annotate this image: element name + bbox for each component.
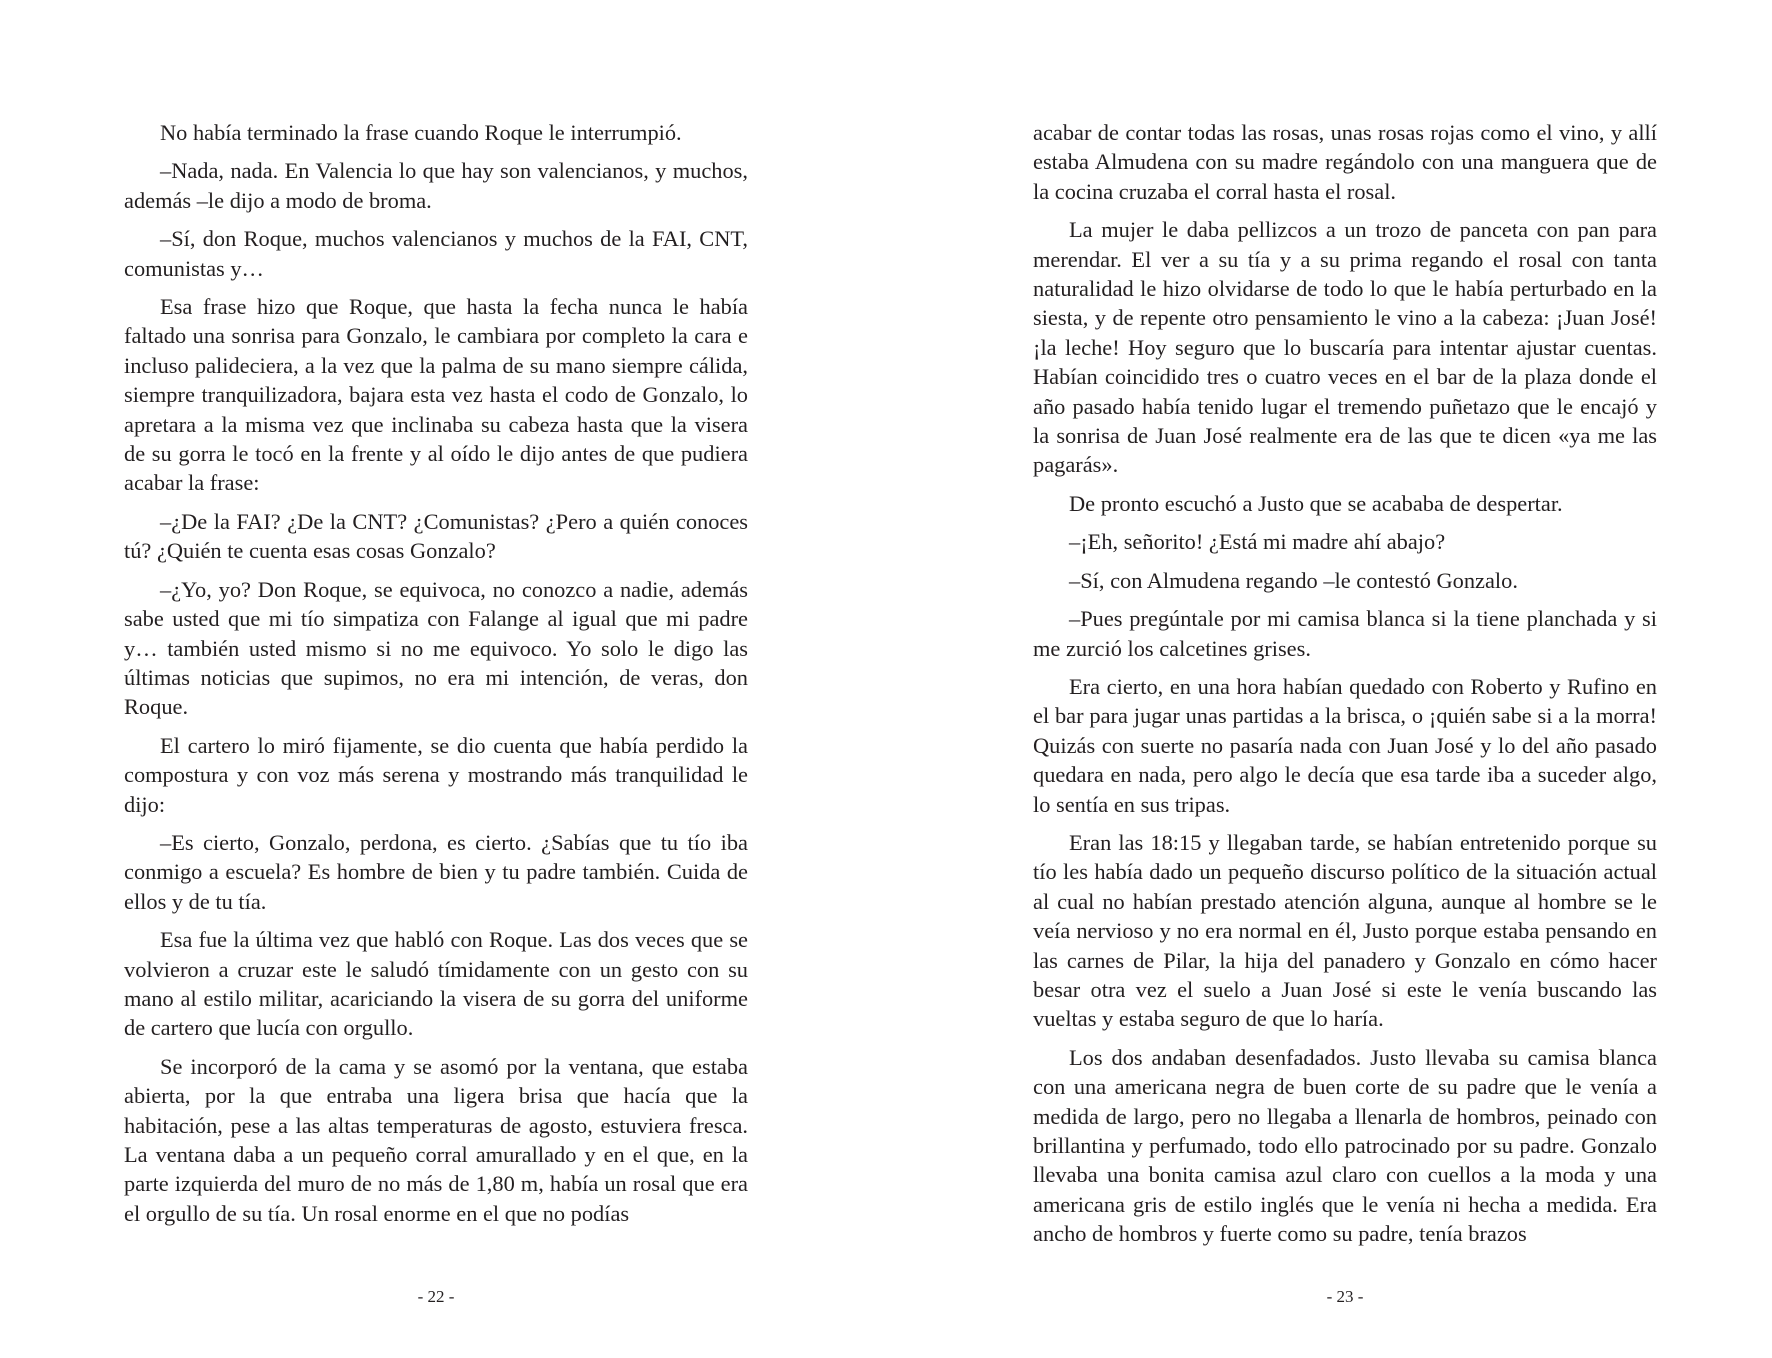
- paragraph: –Pues pregúntale por mi camisa blanca si la tiene planchada y si me zurció los calcetines grises.: [1033, 606, 1657, 661]
- paragraph: El cartero lo miró fijamente, se dio cuenta que había perdido la compostura y con voz más serena y mostrando más tranquilidad le dijo:: [124, 732, 748, 817]
- paragraph: Esa fue la última vez que habló con Roque. Las dos veces que se volvieron a cruzar este le saludó tímidamente con un gesto con su mano al estilo militar, acariciando la visera de su gorra del uniforme de cartero que lucía con orgullo.: [124, 927, 748, 1041]
- paragraph-continued: acabar de contar todas las rosas, unas rosas rojas como el vino, y allí estaba Almudena con su madre regándolo con una manguera que de la cocina cruzaba el corral hasta el rosal.: [1033, 120, 1657, 204]
- paragraph: Se incorporó de la cama y se asomó por la ventana, que estaba abierta, por la que entraba una ligera brisa que hacía que la habitación, pese a las altas temperaturas de agosto, estuviera fresca. La ventana daba a un pequeño corral amurallado y en el que, en la parte izquierda del muro de no más de 1,80 m, había un rosal que era el orgullo de su tía. Un rosal enorme en el que no podías: [124, 1053, 748, 1226]
- right-page: [886, 0, 1772, 1358]
- page-number-right: - 23 -: [1326, 1287, 1364, 1306]
- paragraph: –Sí, don Roque, muchos valencianos y muchos de la FAI, CNT, comunistas y…: [124, 226, 748, 281]
- paragraph: Los dos andaban desenfadados. Justo llevaba su camisa blanca con una americana negra de buen corte de su padre que le venía a medida de largo, pero no llegaba a llenarla de hombros, peinado con brillantina y perfumado, todo ello patrocinado por su padre. Gonzalo llevaba una bonita camisa azul claro con cuellos a la moda y una americana gris de estilo inglés que le venía ni hecha a medida. Era ancho de hombros y fuerte como su padre, tenía brazos: [1033, 1044, 1657, 1247]
- paragraph: –Es cierto, Gonzalo, perdona, es cierto. ¿Sabías que tu tío iba conmigo a escuela? Es hombre de bien y tu padre también. Cuida de ellos y de tu tía.: [124, 829, 748, 914]
- paragraph: Eran las 18:15 y llegaban tarde, se habían entretenido porque su tío les había dado un pequeño discurso político de la situación actual al cual no habían prestado atención alguna, aunque al hombre se le veía nervioso y no era normal en él, Justo porque estaba pensando en las carnes de Pilar, la hija del panadero y Gonzalo en cómo hacer besar otra vez el suelo a Juan José si este le venía buscando las vueltas y estaba seguro de que lo haría.: [1033, 829, 1657, 1032]
- page-number-left: - 22 -: [417, 1287, 455, 1306]
- paragraph: De pronto escuchó a Justo que se acababa de despertar.: [1069, 490, 1563, 516]
- right-page-text: [1033, 118, 1657, 1258]
- paragraph: –¿De la FAI? ¿De la CNT? ¿Comunistas? ¿Pero a quién conoces tú? ¿Quién te cuenta esas cosas Gonzalo?: [124, 508, 748, 564]
- paragraph: –¡Eh, señorito! ¿Está mi madre ahí abajo?: [1069, 529, 1446, 555]
- paragraph: Esa frase hizo que Roque, que hasta la fecha nunca le había faltado una sonrisa para Gonzalo, le cambiara por completo la cara e incluso palideciera, a la vez que la palma de su mano siempre cálida, siempre tranquilizadora, bajara esta vez hasta el codo de Gonzalo, lo apretara a la misma vez que inclinaba su cabeza hasta que la visera de su gorra le tocó en la frente y al oído le dijo antes de que pudiera acabar la frase:: [124, 294, 748, 496]
- paragraph: La mujer le daba pellizcos a un trozo de panceta con pan para merendar. El ver a su tía y a su prima regando el rosal con tanta naturalidad le hizo olvidarse de todo lo que le había perturbado en la siesta, y de repente otro pensamiento le vino a la cabeza: ¡Juan José! ¡la leche! Hoy seguro que lo buscaría para intentar ajustar cuentas. Habían coincidido tres o cuatro veces en el bar de la plaza donde el año pasado había tenido lugar el tremendo puñetazo que le encajó y la sonrisa de Juan José realmente era de las que te dicen «ya me las pagarás».: [1033, 217, 1657, 478]
- paragraph: –Sí, con Almudena regando –le contestó Gonzalo.: [1069, 567, 1518, 593]
- paragraph: Era cierto, en una hora habían quedado con Roberto y Rufino en el bar para jugar unas partidas a la brisca, o ¡quién sabe si a la morra! Quizás con suerte no pasaría nada con Juan José y lo del año pasado quedara en nada, pero algo le decía que esa tarde iba a suceder algo, lo sentía en sus tripas.: [1033, 673, 1657, 817]
- paragraph: –Nada, nada. En Valencia lo que hay son valencianos, y muchos, además –le dijo a modo de broma.: [124, 158, 748, 213]
- paragraph: No había terminado la frase cuando Roque le interrumpió.: [160, 120, 682, 145]
- left-page-text: [124, 118, 748, 1237]
- paragraph: –¿Yo, yo? Don Roque, se equivoca, no conozco a nadie, además sabe usted que mi tío simpatiza con Falange al igual que mi padre y… también usted mismo si no me equivoco. Yo solo le digo las últimas noticias que supimos, no era mi intención, de veras, don Roque.: [124, 576, 748, 720]
